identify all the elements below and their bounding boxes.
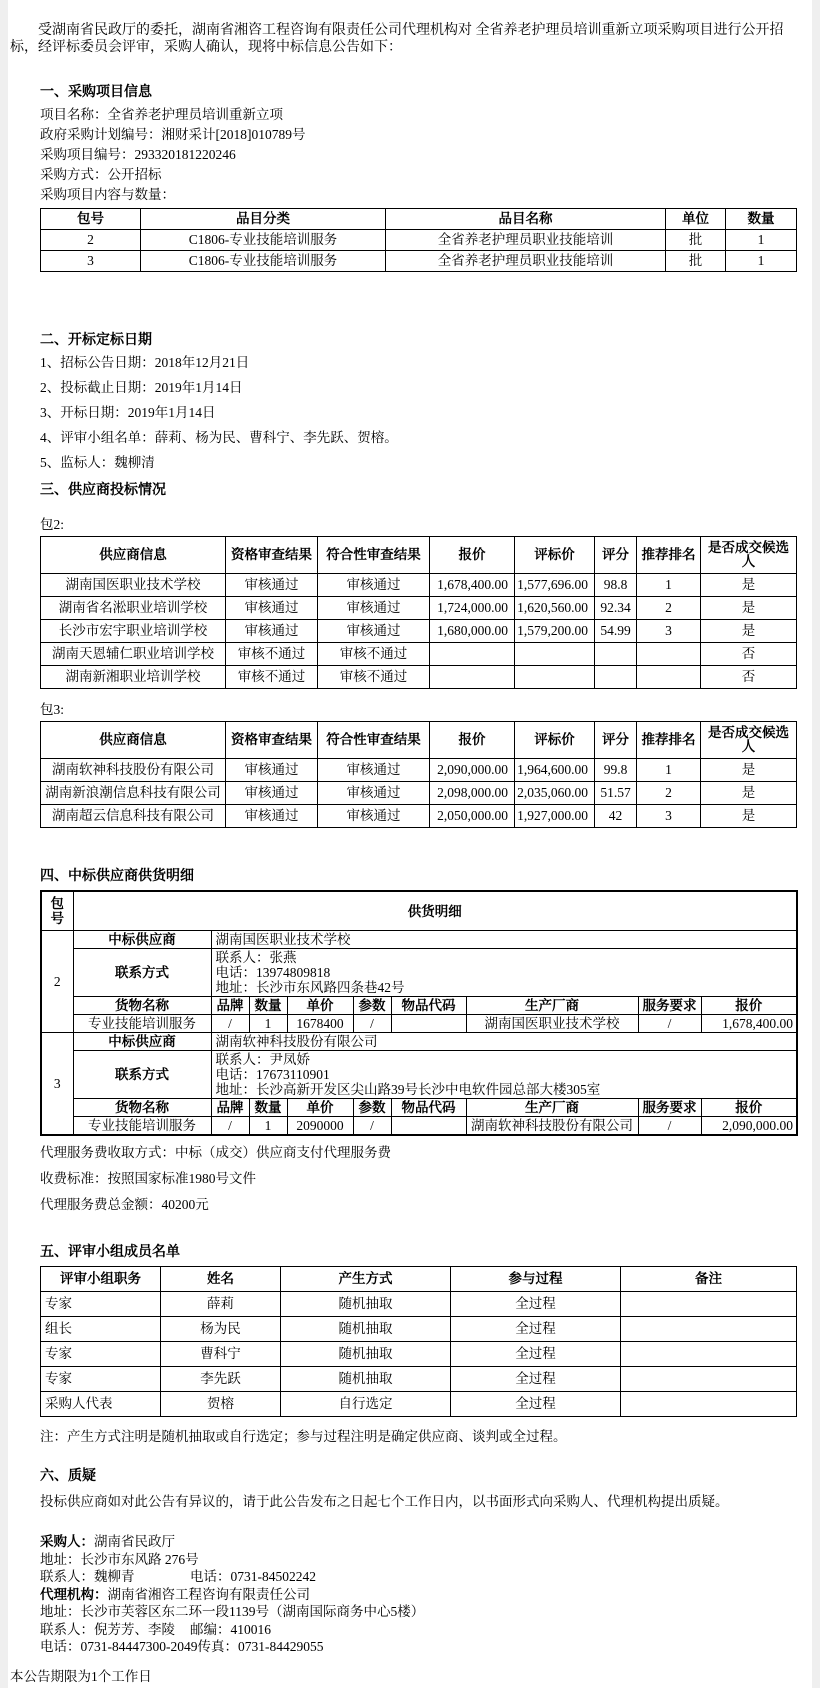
header-cell: 生产厂商: [466, 1099, 638, 1117]
table-cell: 1,678,400.00: [701, 1015, 797, 1033]
table-cell: 1,678,400.00: [430, 574, 515, 597]
header-cell: 评标价: [515, 537, 595, 574]
table-cell: 审核通过: [226, 597, 318, 620]
purchaser-line: [40, 1533, 442, 1551]
header-cell: 备注: [621, 1267, 797, 1292]
table-cell: [637, 666, 701, 689]
header-cell: 单价: [287, 1099, 353, 1117]
table-cell: 湖南省名淞职业培训学校: [41, 597, 226, 620]
section6-body: 投标供应商如对此公告有异议的，请于此公告发布之日起七个工作日内，以书面形式向采购人、代理机构提出质疑。: [40, 1494, 729, 1509]
header-cell: 推荐排名: [637, 722, 701, 759]
goods-header-row: [41, 997, 797, 1015]
section1-title: 一、采购项目信息: [40, 83, 152, 99]
table-row: [41, 949, 797, 997]
section5-title: 五、评审小组成员名单: [40, 1243, 180, 1259]
table-row: [41, 759, 797, 782]
table-cell: 自行选定: [281, 1392, 451, 1417]
table-cell: 审核通过: [226, 782, 318, 805]
table-row: [41, 1317, 797, 1342]
table-cell: 批: [666, 230, 726, 251]
table-cell: 3: [41, 251, 141, 272]
table-cell: 1,964,600.00: [515, 759, 595, 782]
purchaser-contact: 联系人：魏柳青: [40, 1569, 135, 1584]
contact-address: 地址：长沙高新开发区尖山路39号长沙中电软件园总部大楼305室: [215, 1082, 601, 1097]
table-cell: /: [353, 1015, 391, 1033]
header-cell: 供应商信息: [41, 537, 226, 574]
content-area: [8, 84, 812, 1656]
winner-value-cell: 湖南软神科技股份有限公司: [211, 1033, 797, 1051]
header-cell: 姓名: [161, 1267, 281, 1292]
list-item: 5、监标人：魏柳清: [40, 455, 155, 470]
header-cell: 评标价: [515, 722, 595, 759]
table-cell: [621, 1317, 797, 1342]
header-cell: 单价: [287, 997, 353, 1015]
agency-phone: 电话：0731-84447300-2049: [40, 1639, 198, 1654]
table-cell: 1: [726, 230, 797, 251]
table-cell: 随机抽取: [281, 1367, 451, 1392]
purchaser-label: 采购人：: [40, 1534, 94, 1549]
table-cell: 1,680,000.00: [430, 620, 515, 643]
goods-data-row: [41, 1117, 797, 1136]
table-row: [41, 1367, 797, 1392]
agency-zip: 邮编：410016: [190, 1621, 271, 1637]
header-cell: 参数: [353, 997, 391, 1015]
header-cell: 包号: [41, 209, 141, 230]
table-cell: 是: [701, 805, 797, 828]
table-cell: [621, 1392, 797, 1417]
contact-value-cell: [211, 1051, 797, 1099]
table-cell: C1806-专业技能培训服务: [141, 251, 386, 272]
table-cell: [430, 666, 515, 689]
contact-phone: 电话：13974809818: [215, 965, 331, 980]
purchaser-phone: 电话：0731-84502242: [190, 1569, 316, 1584]
table-cell: 2: [637, 597, 701, 620]
table-cell: 是: [701, 759, 797, 782]
header-cell: 品目名称: [386, 209, 666, 230]
table-header-row: [41, 209, 797, 230]
table-cell: 全过程: [451, 1392, 621, 1417]
header-cell: 服务要求: [638, 1099, 701, 1117]
header-cell: 品目分类: [141, 209, 386, 230]
table-cell: 审核不通过: [318, 643, 430, 666]
winner-label-cell: 中标供应商: [73, 1033, 211, 1051]
table-cell: 1678400: [287, 1015, 353, 1033]
agency-contact: 联系人：倪芳芳、李陵: [40, 1621, 175, 1637]
table-cell: 1,620,560.00: [515, 597, 595, 620]
table-cell: 湖南国医职业技术学校: [466, 1015, 638, 1033]
field-project-number: 采购项目编号：293320181220246: [40, 147, 236, 162]
table-cell: 湖南新浪潮信息科技有限公司: [41, 782, 226, 805]
header-cell: 参数: [353, 1099, 391, 1117]
table-cell: 专业技能培训服务: [73, 1117, 211, 1136]
fee-total: 代理服务费总金额：40200元: [40, 1197, 209, 1212]
table-cell: 是: [701, 597, 797, 620]
agency-line: [40, 1586, 442, 1604]
agency-fee-notes: [40, 1146, 796, 1212]
table-cell: [391, 1015, 466, 1033]
table-cell: 全省养老护理员职业技能培训: [386, 230, 666, 251]
table-row: [41, 620, 797, 643]
purchaser-address: 地址：长沙市东风路 276号: [40, 1551, 199, 1567]
agency-fax: 传真：0731-84429055: [197, 1639, 324, 1654]
table-cell: [595, 643, 637, 666]
table-row: [41, 643, 797, 666]
table-cell: 42: [595, 805, 637, 828]
fee-standard: 收费标准：按照国家标准1980号文件: [40, 1171, 256, 1186]
evaluation-team-table: [40, 1266, 797, 1417]
header-cell: 符合性审查结果: [318, 537, 430, 574]
header-cell: 物品代码: [391, 1099, 466, 1117]
table-cell: [621, 1367, 797, 1392]
header-cell: 生产厂商: [466, 997, 638, 1015]
table-cell: 否: [701, 666, 797, 689]
table-row: [41, 1342, 797, 1367]
table-cell: 2,098,000.00: [430, 782, 515, 805]
header-cell: 评审小组职务: [41, 1267, 161, 1292]
table-cell: 审核不通过: [226, 643, 318, 666]
header-cell: 数量: [249, 1099, 287, 1117]
table-cell: 1,927,000.00: [515, 805, 595, 828]
contact-value-cell: [211, 949, 797, 997]
table-row: [41, 251, 797, 272]
table-header-row: [41, 722, 797, 759]
contact-person: 联系人：尹凤娇: [215, 1052, 310, 1067]
purchaser-contact-line: [40, 1568, 442, 1586]
table-cell: 审核通过: [226, 620, 318, 643]
table-row: [41, 1392, 797, 1417]
table-cell: 杨为民: [161, 1317, 281, 1342]
contact-block: [40, 1533, 442, 1656]
table-cell: 审核通过: [318, 620, 430, 643]
table-cell: 湖南软神科技股份有限公司: [41, 759, 226, 782]
contact-person: 联系人：张燕: [215, 950, 297, 965]
table-cell: 3: [637, 620, 701, 643]
table-cell: 是: [701, 620, 797, 643]
table-cell: 审核不通过: [226, 666, 318, 689]
table-cell: 曹科宁: [161, 1342, 281, 1367]
header-cell: 供应商信息: [41, 722, 226, 759]
table-cell: 湖南国医职业技术学校: [41, 574, 226, 597]
section2-title: 二、开标定标日期: [40, 331, 152, 347]
header-cell: 评分: [595, 722, 637, 759]
field-procurement-method: 采购方式：公开招标: [40, 167, 162, 182]
table-cell: 2,090,000.00: [430, 759, 515, 782]
field-project-name: 项目名称：全省养老护理员培训重新立项: [40, 107, 283, 122]
table-cell: 审核通过: [318, 759, 430, 782]
header-cell: 产生方式: [281, 1267, 451, 1292]
announcement-page: [8, 0, 812, 1688]
table-cell: 1,577,696.00: [515, 574, 595, 597]
table-cell: 专业技能培训服务: [73, 1015, 211, 1033]
header-cell: 符合性审查结果: [318, 722, 430, 759]
table-cell: 1: [249, 1015, 287, 1033]
table-header-row: [41, 1267, 797, 1292]
table-cell: 是: [701, 782, 797, 805]
table-cell: 2: [637, 782, 701, 805]
header-cell: 报价: [430, 722, 515, 759]
header-cell: 是否成交候选人: [701, 722, 797, 759]
contact-address: 地址：长沙市东风路四条巷42号: [215, 980, 405, 995]
package-number-cell: 3: [41, 1033, 73, 1136]
table-cell: 审核通过: [318, 597, 430, 620]
table-cell: [391, 1117, 466, 1136]
table-cell: /: [638, 1117, 701, 1136]
section2-items: [40, 356, 796, 470]
table-cell: 组长: [41, 1317, 161, 1342]
table-cell: 湖南新湘职业培训学校: [41, 666, 226, 689]
table-cell: 1: [637, 574, 701, 597]
header-cell: 评分: [595, 537, 637, 574]
table-cell: 3: [637, 805, 701, 828]
table-row: [41, 805, 797, 828]
winner-value-cell: 湖南国医职业技术学校: [211, 931, 797, 949]
table-cell: 是: [701, 574, 797, 597]
header-cell: 包号: [41, 891, 73, 931]
table-cell: 98.8: [595, 574, 637, 597]
header-cell: 资格审查结果: [226, 722, 318, 759]
table-cell: 采购人代表: [41, 1392, 161, 1417]
evaluation-note: 注：产生方式注明是随机抽取或自行选定；参与过程注明是确定供应商、谈判或全过程。: [40, 1429, 567, 1444]
table-cell: 2090000: [287, 1117, 353, 1136]
table-cell: 2: [41, 230, 141, 251]
table-cell: 51.57: [595, 782, 637, 805]
table-cell: 湖南软神科技股份有限公司: [466, 1117, 638, 1136]
table-cell: 批: [666, 251, 726, 272]
table-row: [41, 1033, 797, 1051]
table-cell: 随机抽取: [281, 1342, 451, 1367]
agency-contact-line: [40, 1621, 442, 1639]
winner-label-cell: 中标供应商: [73, 931, 211, 949]
table-cell: [621, 1342, 797, 1367]
intro-paragraph: 受湖南省民政厅的委托，湖南省湘咨工程咨询有限责任公司代理机构对 全省养老护理员培训重新立项采购项目进行公开招标，经评标委员会评审，采购人确认，现将中标信息公告如下：: [10, 23, 784, 55]
field-content-quantity: 采购项目内容与数量：: [40, 187, 175, 202]
table-cell: 专家: [41, 1292, 161, 1317]
section4-title: 四、中标供应商供货明细: [40, 867, 194, 883]
table-row: [41, 1051, 797, 1099]
header-cell: 品牌: [211, 1099, 249, 1117]
table-cell: [515, 643, 595, 666]
table-cell: C1806-专业技能培训服务: [141, 230, 386, 251]
table-cell: 92.34: [595, 597, 637, 620]
header-cell: 货物名称: [73, 1099, 211, 1117]
table-row: [41, 1292, 797, 1317]
supply-detail-table: [40, 890, 798, 1136]
table-header-row: [41, 891, 797, 931]
table-cell: 1,579,200.00: [515, 620, 595, 643]
table-cell: 全过程: [451, 1367, 621, 1392]
table-cell: /: [211, 1015, 249, 1033]
package2-bid-table: [40, 536, 797, 689]
header-cell: 参与过程: [451, 1267, 621, 1292]
table-cell: [595, 666, 637, 689]
table-cell: 贺榕: [161, 1392, 281, 1417]
table-cell: 2,090,000.00: [701, 1117, 797, 1136]
table-row: [41, 931, 797, 949]
table-cell: 审核通过: [318, 574, 430, 597]
project-items-table: [40, 208, 797, 272]
section1-fields: [40, 108, 796, 202]
table-cell: 长沙市宏宇职业培训学校: [41, 620, 226, 643]
table-cell: 否: [701, 643, 797, 666]
table-cell: [515, 666, 595, 689]
table-row: [41, 574, 797, 597]
table-cell: 99.8: [595, 759, 637, 782]
header-cell: 供货明细: [73, 891, 797, 931]
table-cell: 湖南超云信息科技有限公司: [41, 805, 226, 828]
table-cell: 审核不通过: [318, 666, 430, 689]
agency-name: 湖南省湘咨工程咨询有限责任公司: [107, 1586, 310, 1602]
purchaser-name: 湖南省民政厅: [94, 1534, 175, 1549]
table-cell: 专家: [41, 1367, 161, 1392]
table-cell: /: [353, 1117, 391, 1136]
agency-phone-line: [40, 1638, 442, 1656]
table-cell: 1: [249, 1117, 287, 1136]
agency-label: 代理机构：: [40, 1586, 108, 1602]
table-header-row: [41, 537, 797, 574]
package3-bid-table: [40, 721, 797, 828]
table-row: [41, 230, 797, 251]
header-cell: 货物名称: [73, 997, 211, 1015]
table-cell: 审核通过: [318, 805, 430, 828]
table-cell: [637, 643, 701, 666]
table-cell: /: [211, 1117, 249, 1136]
header-cell: 报价: [701, 997, 797, 1015]
field-plan-number: 政府采购计划编号：湘财采计[2018]010789号: [40, 127, 306, 142]
package3-label: 包3:: [40, 702, 65, 717]
table-cell: /: [638, 1015, 701, 1033]
table-cell: 全过程: [451, 1292, 621, 1317]
list-item: 3、开标日期：2019年1月14日: [40, 405, 216, 420]
list-item: 2、投标截止日期：2019年1月14日: [40, 380, 243, 395]
table-row: [41, 666, 797, 689]
table-cell: 专家: [41, 1342, 161, 1367]
section3-title: 三、供应商投标情况: [40, 481, 166, 497]
header-cell: 服务要求: [638, 997, 701, 1015]
table-cell: 1,724,000.00: [430, 597, 515, 620]
header-cell: 单位: [666, 209, 726, 230]
fee-collection-method: 代理服务费收取方式：中标（成交）供应商支付代理服务费: [40, 1145, 391, 1160]
list-item: 4、评审小组名单：薛莉、杨为民、曹科宁、李先跃、贺榕。: [40, 430, 398, 445]
table-cell: 全省养老护理员职业技能培训: [386, 251, 666, 272]
table-cell: 审核通过: [226, 805, 318, 828]
table-cell: [430, 643, 515, 666]
table-cell: 全过程: [451, 1317, 621, 1342]
goods-header-row: [41, 1099, 797, 1117]
section6-title: 六、质疑: [40, 1467, 96, 1483]
table-cell: 54.99: [595, 620, 637, 643]
announcement-validity-footer: 本公告期限为1个工作日: [10, 1668, 152, 1684]
table-cell: 审核通过: [226, 759, 318, 782]
table-row: [41, 782, 797, 805]
goods-data-row: [41, 1015, 797, 1033]
table-cell: 审核通过: [318, 782, 430, 805]
header-cell: 资格审查结果: [226, 537, 318, 574]
header-cell: 推荐排名: [637, 537, 701, 574]
contact-label-cell: 联系方式: [73, 1051, 211, 1099]
contact-label-cell: 联系方式: [73, 949, 211, 997]
table-cell: 李先跃: [161, 1367, 281, 1392]
header-cell: 报价: [701, 1099, 797, 1117]
header-cell: 数量: [726, 209, 797, 230]
header-cell: 物品代码: [391, 997, 466, 1015]
contact-phone: 电话：17673110901: [215, 1067, 330, 1082]
list-item: 1、招标公告日期：2018年12月21日: [40, 355, 250, 370]
table-cell: 审核通过: [226, 574, 318, 597]
header-cell: 数量: [249, 997, 287, 1015]
table-cell: 2,050,000.00: [430, 805, 515, 828]
table-cell: 随机抽取: [281, 1317, 451, 1342]
table-cell: 薛莉: [161, 1292, 281, 1317]
table-cell: 湖南天恩辅仁职业培训学校: [41, 643, 226, 666]
package2-label: 包2:: [40, 517, 65, 532]
agency-address: 地址：长沙市芙蓉区东二环一段1139号（湖南国际商务中心5楼）: [40, 1604, 425, 1619]
table-cell: [621, 1292, 797, 1317]
table-cell: 全过程: [451, 1342, 621, 1367]
header-cell: 报价: [430, 537, 515, 574]
table-cell: 2,035,060.00: [515, 782, 595, 805]
table-cell: 1: [637, 759, 701, 782]
package-number-cell: 2: [41, 931, 73, 1033]
table-cell: 随机抽取: [281, 1292, 451, 1317]
header-cell: 是否成交候选人: [701, 537, 797, 574]
table-cell: 1: [726, 251, 797, 272]
table-row: [41, 597, 797, 620]
header-cell: 品牌: [211, 997, 249, 1015]
